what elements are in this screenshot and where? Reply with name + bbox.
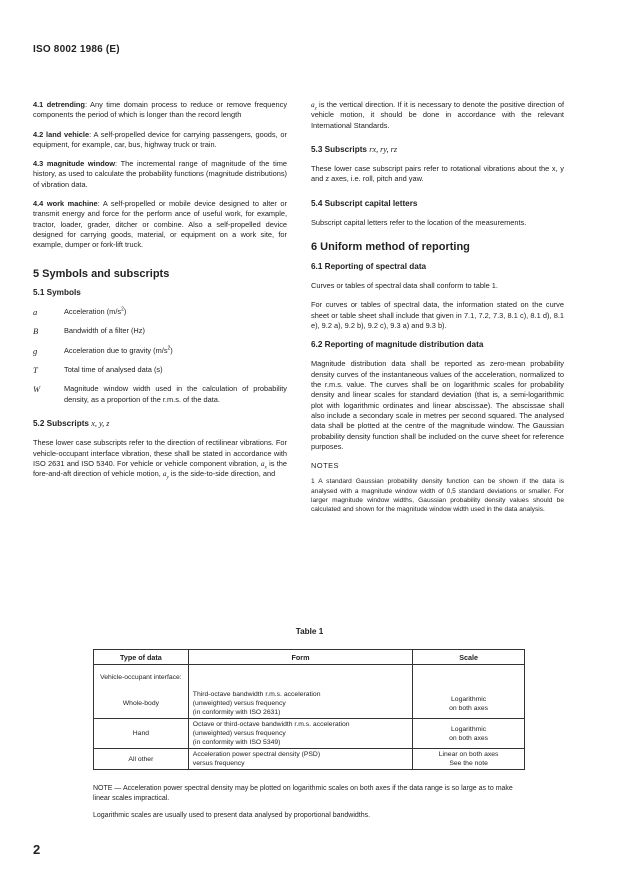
- cell-form: Third-octave bandwidth r.m.s. acceleration (unweighted) versus frequency (in conformity with ISO 2631): [188, 689, 412, 719]
- section-5-2-continued: $a_z$ is the vertical direction. If it is necessary to denote the positive direction of vehicle motion, it should be done in accordance with the relevant International Standards.: [311, 100, 564, 130]
- right-column: [311, 100, 564, 514]
- table-footnote: Logarithmic scales are usually used to present data analysed by proportional bandwidths.: [93, 812, 371, 819]
- cell-scale: Logarithmic on both axes: [413, 689, 525, 719]
- page-number: 2: [33, 842, 41, 857]
- notes-label: NOTES: [311, 461, 339, 471]
- table-row: [94, 719, 525, 749]
- cell-scale: Logarithmic on both axes: [413, 719, 525, 749]
- header-form: Form: [188, 650, 412, 665]
- symbol-g: g Acceleration due to gravity $(m/s^2)$: [33, 345, 173, 356]
- section-5-2-heading: 5.2 Subscripts x, y, z: [33, 418, 110, 428]
- header-type: Type of data: [94, 650, 189, 665]
- section-5-4-text: Subscript capital letters refer to the location of the measurements.: [311, 218, 527, 228]
- section-5-4-heading: 5.4 Subscript capital letters: [311, 198, 418, 208]
- section-6-1-heading: 6.1 Reporting of spectral data: [311, 261, 427, 271]
- definition-4-2: 4.2 land vehicle: A self-propelled device for carrying passengers, goods, or equipment, for example, car, bus, highway truck or train.: [33, 129, 287, 149]
- table-header-row: [94, 650, 525, 665]
- table-title: Table 1: [295, 627, 324, 636]
- left-column: [33, 100, 287, 479]
- symbol-t: T Total time of analysed data (s): [33, 365, 163, 376]
- table-row: [94, 689, 525, 719]
- cell-type: Whole-body: [94, 689, 189, 719]
- section-5-2-text: These lower case subscripts refer to the direction of rectilinear vibrations. For vehicle-occupant interface vibration, these shall be stated in accordance with ISO 2631 and ISO 5340. For vehicle or vehicle component vibration, $a_x$ is the fore-and-aft direction of vehicle motion, $a_y$ is the side-to-side direction, and: [33, 438, 288, 481]
- header-scale: Scale: [413, 650, 525, 665]
- section-5-heading: 5 Symbols and subscripts: [33, 267, 170, 280]
- table-1: [93, 649, 525, 770]
- section-5-3-text: These lower case subscript pairs refer to rotational vibrations about the x, y and z axes, i.e. roll, pitch and yaw.: [311, 164, 564, 184]
- note-1: 1 A standard Gaussian probability density function can be shown if the data is analysed with a magnitude window width of 0,5 standard deviations or smaller. For larger magnitude window widths, Gaussian probability density values should be calculated and shown for the magnitude window width used in the data analysis.: [311, 478, 564, 514]
- section-5-1-heading: 5.1 Symbols: [33, 287, 81, 297]
- running-header: ISO 8002 1986 (E): [33, 44, 120, 55]
- cell-type: All other: [94, 749, 189, 770]
- cell-type: Vehicle-occupant interface:: [94, 665, 189, 690]
- section-6-2-heading: 6.2 Reporting of magnitude distribution data: [311, 340, 484, 350]
- section-6-1-text-a: Curves or tables of spectral data shall conform to table 1.: [311, 280, 498, 290]
- section-6-1-text-b: For curves or tables of spectral data, the information stated on the curve sheet or table sheet shall include that given in 7.1, 7.2, 7.3, 8.1 c), 8.1 d), 8.1 e), 9.2 a), 9.2 b), 9.2 c), 9.3 a) and 9.3 b).: [311, 300, 564, 330]
- cell-form: Octave or third-octave bandwidth r.m.s. acceleration (unweighted) versus frequency (in conformity with ISO 5349): [188, 719, 412, 749]
- symbol-w: W Magnitude window width used in the calculation of probability density, as a proportion of the r.m.s. of the data.: [33, 384, 287, 404]
- cell-scale: Linear on both axes See the note: [413, 749, 525, 770]
- table-note: NOTE — Acceleration power spectral density may be plotted on logarithmic scales on both axes if the data range is so large as to make linear scales impractical.: [93, 785, 513, 802]
- definition-4-3: 4.3 magnitude window: The incremental range of magnitude of the time history, as used to calculate the probability functions (magnitude distributions) of vibration data.: [33, 159, 288, 189]
- definition-4-4: 4.4 work machine: A self-propelled or mobile device designed to alter or transmit energy and force for the perform ance of useful work, for example, tractor, loader, grader, ditcher or combine. Also a self-propelled device designed for carrying goods, material, or equipment on a work site, for example, dumper or fork-lift truck.: [33, 199, 287, 250]
- table-row: [94, 749, 525, 770]
- section-6-2-text: Magnitude distribution data shall be reported as zero-mean probability density curves of the instantaneous values of the acceleration, normalized to the r.m.s. value. The curves shall be on logarithmic scales for probability density and linear scales for standard deviation (that is, a semi-logarithmic plot with logarithmic ordinates and linear abscissae). The abscissae shall also include a secondary scale in metres per second squared. The analysed data shall be plotted at the centre of the magnitude window. The Gaussian probability density function shall be included on the curve sheet for reference purposes.: [311, 359, 564, 451]
- symbol-b: B Bandwidth of a filter (Hz): [33, 326, 145, 337]
- table-row: [94, 665, 525, 690]
- section-6-heading: 6 Uniform method of reporting: [311, 241, 470, 254]
- section-5-3-heading: 5.3 Subscripts rx, ry, rz: [311, 144, 398, 154]
- cell-scale: [413, 665, 525, 690]
- cell-form: Acceleration power spectral density (PSD) versus frequency: [188, 749, 412, 770]
- cell-form: [188, 665, 412, 690]
- symbol-a: a Acceleration $(m/s^2)$: [33, 306, 127, 318]
- cell-type: Hand: [94, 719, 189, 749]
- definition-4-1: 4.1 detrending: Any time domain process to reduce or remove frequency components the period of which is longer than the record length: [33, 100, 288, 120]
